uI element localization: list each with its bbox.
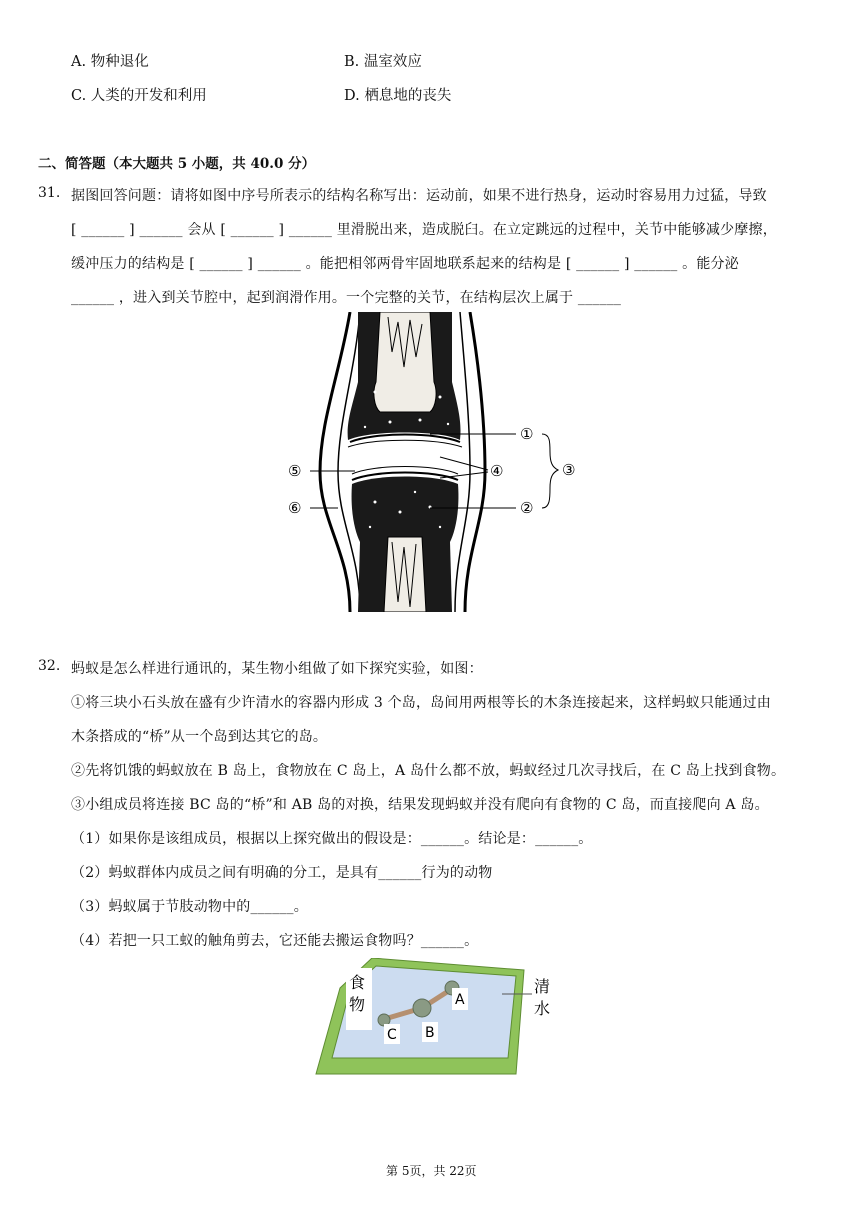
food-label-2: 物 bbox=[349, 995, 366, 1014]
option-c: C. 人类的开发和利用 bbox=[71, 88, 207, 104]
question-32-step-1a: ①将三块小石头放在盛有少许清水的容器内形成 3 个岛，岛间用两根等长的木条连接起来，这样蚂蚁只能通过由 bbox=[71, 695, 772, 711]
question-32-number: 32. bbox=[38, 658, 61, 674]
option-d: D. 栖息地的丧失 bbox=[344, 88, 452, 104]
label-2: ② bbox=[520, 499, 534, 517]
water-label-2: 水 bbox=[534, 999, 551, 1018]
island-b-label: B bbox=[425, 1025, 435, 1041]
question-31-number: 31. bbox=[38, 185, 61, 201]
question-32-step-3: ③小组成员将连接 BC 岛的“桥”和 AB 岛的对换，结果发现蚂蚁并没有爬向有食物的 C 岛，而直接爬向 A 岛。 bbox=[71, 797, 769, 813]
label-6: ⑥ bbox=[288, 499, 302, 517]
label-3: ③ bbox=[562, 461, 576, 479]
question-32-sub-3: （3）蚂蚁属于节肢动物中的______。 bbox=[71, 899, 308, 915]
question-32-sub-1: （1）如果你是该组成员，根据以上探究做出的假设是：______。结论是：______。 bbox=[71, 831, 593, 847]
water-label-1: 清 bbox=[534, 977, 551, 996]
section-heading: 二、简答题（本大题共 5 小题，共 40.0 分） bbox=[38, 156, 316, 172]
label-4: ④ bbox=[490, 462, 504, 480]
question-32-step-1b: 木条搭成的“桥”从一个岛到达其它的岛。 bbox=[71, 729, 328, 745]
question-31-line-1: 据图回答问题：请将如图中序号所表示的结构名称写出：运动前，如果不进行热身，运动时容易用力过猛，导致 bbox=[71, 188, 767, 204]
option-a: A. 物种退化 bbox=[71, 54, 149, 70]
option-b: B. 温室效应 bbox=[344, 54, 422, 70]
ant-island-diagram bbox=[310, 958, 560, 1083]
question-31-line-3: 缓冲压力的结构是 [ ______ ] ______ 。能把相邻两骨牢固地联系起来的结构是 [ ______ ] ______ 。能分泌 bbox=[71, 256, 739, 272]
question-32-intro: 蚂蚁是怎么样进行通讯的，某生物小组做了如下探究实验，如图： bbox=[71, 661, 483, 677]
question-32-step-2: ②先将饥饿的蚂蚁放在 B 岛上，食物放在 C 岛上，A 岛什么都不放，蚂蚁经过几次寻找后，在 C 岛上找到食物。 bbox=[71, 763, 786, 779]
question-31-line-2: [ ______ ] ______ 会从 [ ______ ] ______ 里滑脱出来，造成脱臼。在立定跳远的过程中，关节中能够减少摩擦， bbox=[71, 222, 777, 238]
page-footer: 第 5页，共 22页 bbox=[386, 1164, 477, 1178]
island-c-label: C bbox=[387, 1027, 397, 1043]
question-32-sub-4: （4）若把一只工蚁的触角剪去，它还能去搬运食物吗？______。 bbox=[71, 933, 479, 949]
question-32-sub-2: （2）蚂蚁群体内成员之间有明确的分工，是具有______行为的动物 bbox=[71, 865, 493, 881]
label-5: ⑤ bbox=[288, 462, 302, 480]
joint-diagram bbox=[280, 312, 580, 612]
question-31-line-4: ______ ，进入到关节腔中，起到润滑作用。一个完整的关节，在结构层次上属于 ______ bbox=[71, 290, 622, 306]
label-1: ① bbox=[520, 425, 534, 443]
food-label-1: 食 bbox=[349, 973, 366, 992]
island-a-label: A bbox=[455, 992, 465, 1008]
